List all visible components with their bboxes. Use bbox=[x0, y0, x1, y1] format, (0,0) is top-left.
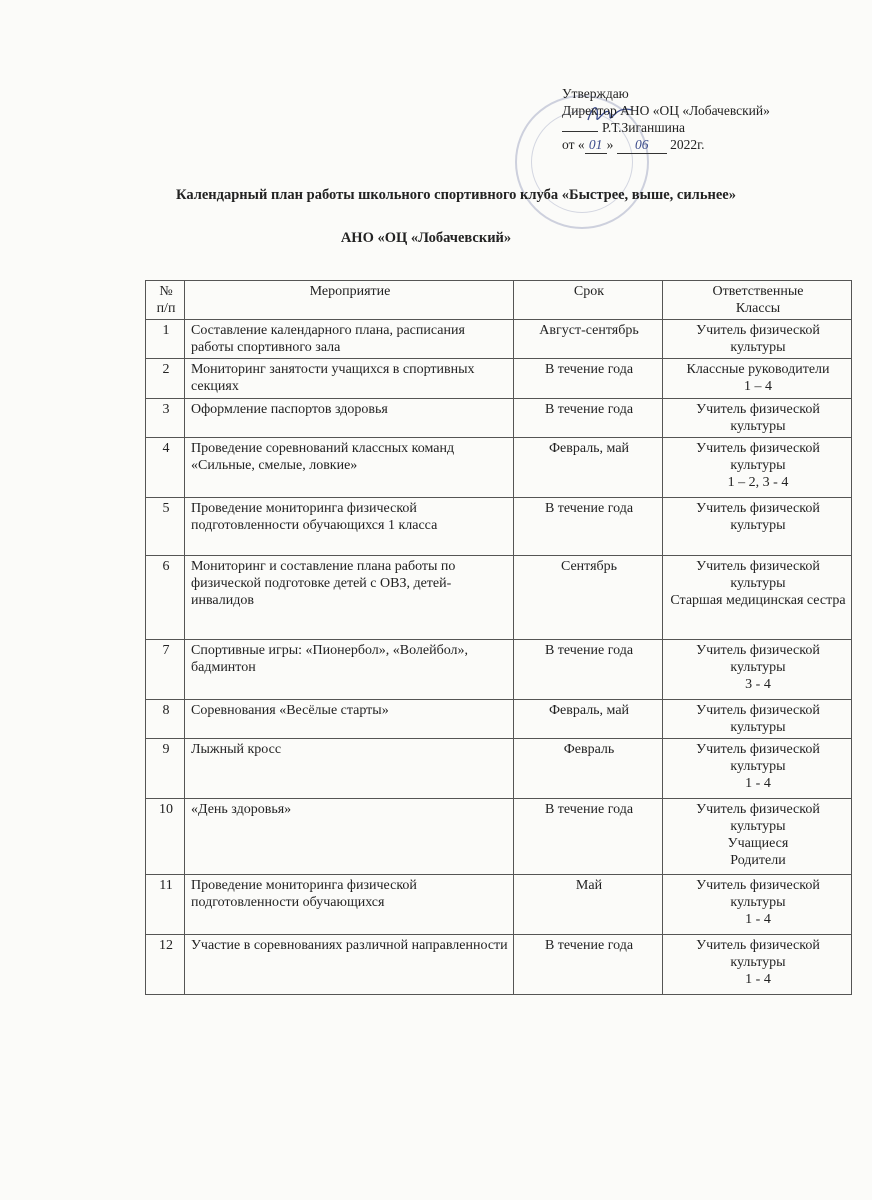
row-responsible bbox=[663, 320, 852, 359]
row-number: 2 bbox=[146, 359, 185, 399]
approval-date: от « 01 » 06 2022г. bbox=[562, 137, 705, 152]
row-responsible bbox=[663, 498, 852, 556]
responsible-line: 3 - 4 bbox=[745, 677, 771, 692]
row-term: Февраль, май bbox=[514, 700, 663, 739]
row-term: В течение года bbox=[514, 498, 663, 556]
row-number: 5 bbox=[146, 498, 185, 556]
row-number: 3 bbox=[146, 399, 185, 438]
header-event: Мероприятие bbox=[185, 281, 514, 320]
date-day: 01 bbox=[585, 136, 607, 154]
row-responsible bbox=[663, 935, 852, 995]
table-row bbox=[146, 399, 852, 438]
row-term: В течение года bbox=[514, 935, 663, 995]
responsible-line: Учитель физической культуры bbox=[696, 441, 820, 473]
row-number: 8 bbox=[146, 700, 185, 739]
header-num: № п/п bbox=[146, 281, 185, 320]
table-row bbox=[146, 640, 852, 700]
row-number: 10 bbox=[146, 799, 185, 875]
approval-block bbox=[562, 85, 852, 154]
table-row bbox=[146, 359, 852, 399]
table-row bbox=[146, 875, 852, 935]
row-term: В течение года bbox=[514, 359, 663, 399]
page-subtitle: АНО «ОЦ «Лобачевский» bbox=[340, 230, 512, 246]
row-responsible bbox=[663, 438, 852, 498]
responsible-line: 1 – 4 bbox=[744, 379, 772, 394]
responsible-line: Учитель физической культуры bbox=[696, 878, 820, 910]
row-event: «День здоровья» bbox=[185, 799, 514, 875]
responsible-line: 1 – 2, 3 - 4 bbox=[727, 475, 789, 490]
responsible-line: Старшая медицинская сестра bbox=[670, 593, 846, 608]
row-number: 7 bbox=[146, 640, 185, 700]
responsible-line: 1 - 4 bbox=[745, 972, 771, 987]
row-event: Мониторинг занятости учащихся в спортивных секциях bbox=[185, 359, 514, 399]
table-row bbox=[146, 700, 852, 739]
responsible-line: Учитель физической культуры bbox=[696, 323, 820, 355]
row-responsible bbox=[663, 640, 852, 700]
row-number: 12 bbox=[146, 935, 185, 995]
row-term: Сентябрь bbox=[514, 556, 663, 640]
row-event: Мониторинг и составление плана работы по физической подготовке детей с ОВЗ, детей-инвалидов bbox=[185, 556, 514, 640]
row-term: Август-сентябрь bbox=[514, 320, 663, 359]
table-row bbox=[146, 438, 852, 498]
responsible-line: Учащиеся bbox=[727, 836, 789, 851]
director-name: Р.Т.Зиганшина bbox=[602, 120, 686, 135]
table-row bbox=[146, 320, 852, 359]
header-term: Срок bbox=[514, 281, 663, 320]
responsible-line: Учитель физической культуры bbox=[696, 742, 820, 774]
row-responsible bbox=[663, 700, 852, 739]
row-number: 11 bbox=[146, 875, 185, 935]
approval-word: Утверждаю bbox=[562, 86, 629, 101]
table-row bbox=[146, 498, 852, 556]
row-term: Май bbox=[514, 875, 663, 935]
row-term: Февраль bbox=[514, 739, 663, 799]
date-year: 2022г. bbox=[670, 137, 705, 152]
table-row bbox=[146, 935, 852, 995]
responsible-line: 1 - 4 bbox=[745, 776, 771, 791]
row-event: Спортивные игры: «Пионербол», «Волейбол», бадминтон bbox=[185, 640, 514, 700]
row-number: 4 bbox=[146, 438, 185, 498]
responsible-line: Учитель физической культуры bbox=[696, 402, 820, 434]
table-body bbox=[146, 320, 852, 995]
row-event: Оформление паспортов здоровья bbox=[185, 399, 514, 438]
row-responsible bbox=[663, 875, 852, 935]
responsible-line: Родители bbox=[730, 853, 786, 868]
row-event: Проведение мониторинга физической подготовленности обучающихся bbox=[185, 875, 514, 935]
approval-position: Директор АНО «ОЦ «Лобачевский» bbox=[562, 103, 770, 118]
plan-table bbox=[145, 280, 852, 995]
row-event: Проведение мониторинга физической подготовленности обучающихся 1 класса bbox=[185, 498, 514, 556]
row-event: Проведение соревнований классных команд «Сильные, смелые, ловкие» bbox=[185, 438, 514, 498]
row-term: В течение года bbox=[514, 399, 663, 438]
responsible-line: Учитель физической культуры bbox=[696, 938, 820, 970]
row-responsible bbox=[663, 359, 852, 399]
responsible-line: Учитель физической культуры bbox=[696, 559, 820, 591]
responsible-line: Учитель физической культуры bbox=[696, 643, 820, 675]
page-title: Календарный план работы школьного спортивного клуба «Быстрее, выше, сильнее» bbox=[176, 187, 736, 203]
row-responsible bbox=[663, 799, 852, 875]
responsible-line: Учитель физической культуры bbox=[696, 703, 820, 735]
row-event: Соревнования «Весёлые старты» bbox=[185, 700, 514, 739]
row-responsible bbox=[663, 399, 852, 438]
responsible-line: Классные руководители bbox=[686, 362, 830, 377]
table-row bbox=[146, 739, 852, 799]
table-header-row bbox=[146, 281, 852, 320]
header-resp: Ответственные Классы bbox=[663, 281, 852, 320]
row-number: 9 bbox=[146, 739, 185, 799]
row-number: 1 bbox=[146, 320, 185, 359]
responsible-line: Учитель физической культуры bbox=[696, 501, 820, 533]
date-month: 06 bbox=[617, 136, 667, 154]
row-event: Составление календарного плана, расписания работы спортивного зала bbox=[185, 320, 514, 359]
row-event: Участие в соревнованиях различной направленности bbox=[185, 935, 514, 995]
row-term: Февраль, май bbox=[514, 438, 663, 498]
row-responsible bbox=[663, 556, 852, 640]
responsible-line: 1 - 4 bbox=[745, 912, 771, 927]
table-row bbox=[146, 799, 852, 875]
row-event: Лыжный кросс bbox=[185, 739, 514, 799]
row-number: 6 bbox=[146, 556, 185, 640]
row-term: В течение года bbox=[514, 640, 663, 700]
row-responsible bbox=[663, 739, 852, 799]
table-row bbox=[146, 556, 852, 640]
approval-signatory bbox=[562, 119, 852, 136]
row-term: В течение года bbox=[514, 799, 663, 875]
responsible-line: Учитель физической культуры bbox=[696, 802, 820, 834]
